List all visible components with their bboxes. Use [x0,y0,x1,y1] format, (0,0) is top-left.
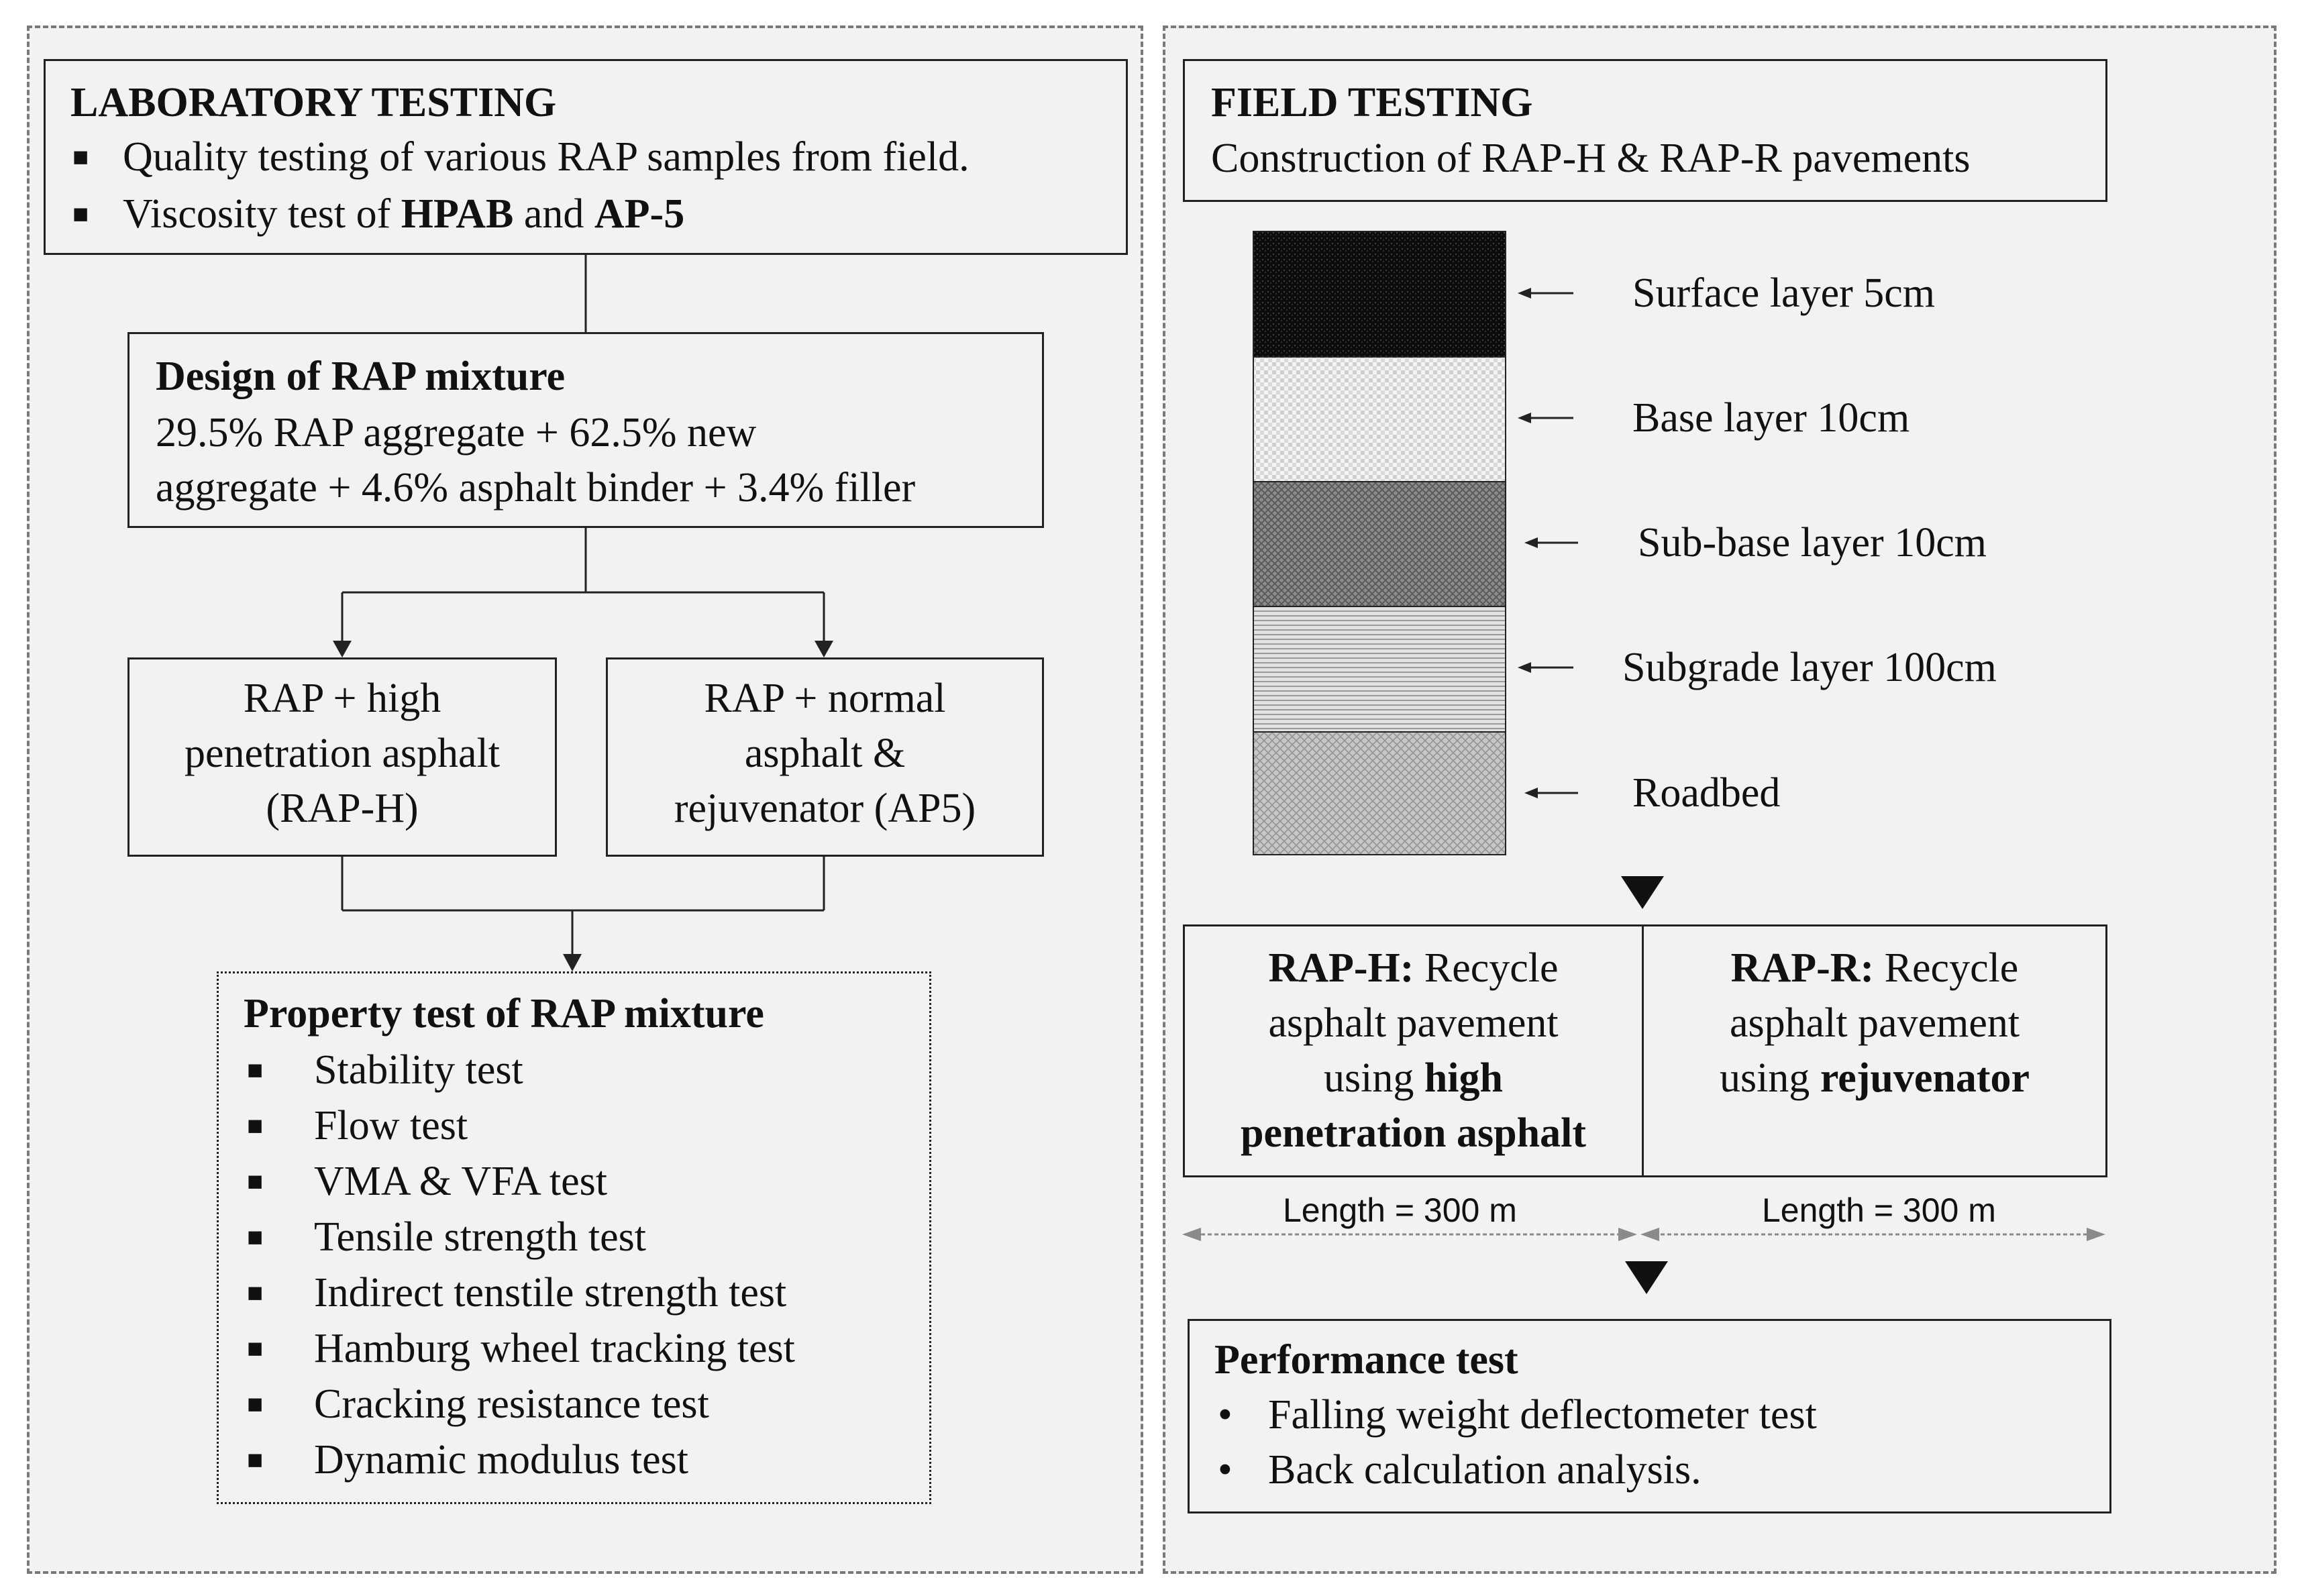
down-triangle-2 [1625,1261,1668,1294]
rap-r-label: RAP-R: [1730,945,1875,991]
rap-h-line-1-rest: Recycle [1414,945,1559,991]
option-rap-h-line-1: RAP + high [243,676,441,721]
sub-base-layer-block [1253,482,1506,606]
option-ap5-text [606,671,1044,836]
field-subtitle: Construction of RAP-H & RAP-R pavements [1211,136,1971,181]
property-bullet: ■ [247,1222,264,1252]
option-ap5-line-1: RAP + normal [704,676,946,721]
property-test-item: Hamburg wheel tracking test [314,1326,795,1371]
rap-h-line-3-bold: high [1424,1055,1504,1101]
lab-bullet-2: ■ [72,199,89,229]
roadbed-block [1253,732,1506,855]
rap-h-line-3 [1183,1051,1644,1106]
property-bullet: ■ [247,1110,264,1140]
property-test-item: VMA & VFA test [314,1159,607,1204]
performance-bullet-2: • [1218,1447,1233,1493]
layer-label-base: Base layer 10cm [1632,395,1910,441]
design-line-2: aggregate + 4.6% asphalt binder + 3.4% filler [156,465,916,511]
rap-r-line-3-pre: using [1719,1055,1820,1101]
length-label-left: Length = 300 m [1283,1191,1517,1229]
rap-h-text [1183,941,1644,1161]
rap-r-line-3 [1642,1051,2107,1106]
layer-label-sub-base: Sub-base layer 10cm [1638,520,1987,566]
rap-h-line-4 [1183,1106,1644,1161]
performance-item-1: Falling weight deflectometer test [1268,1392,1817,1438]
lab-bullet-1: ■ [72,142,89,172]
property-bullet: ■ [247,1166,264,1196]
design-line-1: 29.5% RAP aggregate + 62.5% new [156,410,757,456]
property-test-item: Stability test [314,1047,523,1093]
property-title: Property test of RAP mixture [244,991,764,1036]
pavement-layers [1253,231,1506,855]
field-title: FIELD TESTING [1211,80,1533,125]
layer-label-surface: Surface layer 5cm [1632,270,1935,316]
lab-item-2-ap5: AP-5 [594,191,685,237]
rap-r-line-3-bold: rejuvenator [1820,1055,2030,1101]
rap-r-line-1-rest: Recycle [1874,945,2019,991]
performance-bullet-1: • [1218,1392,1233,1438]
property-bullet: ■ [247,1277,264,1308]
rap-r-line-1 [1642,941,2107,996]
surface-layer-block [1253,231,1506,357]
rap-h-label: RAP-H: [1268,945,1414,991]
property-bullet: ■ [247,1333,264,1363]
performance-item-2: Back calculation analysis. [1268,1447,1702,1493]
length-label-right: Length = 300 m [1762,1191,1996,1229]
property-test-item: Flow test [314,1103,468,1149]
rap-h-line-2: asphalt pavement [1268,1000,1559,1046]
option-rap-h-line-3: (RAP-H) [266,786,419,831]
base-layer-block [1253,357,1506,482]
rap-h-line-1 [1183,941,1644,996]
property-bullet: ■ [247,1055,264,1085]
lab-item-2-mid: and [513,191,594,237]
lab-title: LABORATORY TESTING [70,80,557,125]
rap-r-line-2: asphalt pavement [1729,1000,2020,1046]
performance-title: Performance test [1214,1337,1518,1383]
rap-h-line-3-pre: using [1323,1055,1424,1101]
design-title: Design of RAP mixture [156,354,566,399]
option-rap-h-line-2: penetration asphalt [185,731,500,776]
property-bullet: ■ [247,1444,264,1475]
lab-item-1-text: Quality testing of various RAP samples from field. [123,134,970,180]
layer-label-roadbed: Roadbed [1632,770,1781,816]
lab-item-2-pre: Viscosity test of [123,191,401,237]
layer-arrows [1518,288,1578,798]
lab-item-2 [123,187,684,242]
rap-h-line-4-bold: penetration asphalt [1241,1110,1586,1156]
subgrade-layer-block [1253,606,1506,732]
option-rap-h-text [127,671,557,836]
rap-r-text [1642,941,2107,1106]
layer-label-subgrade: Subgrade layer 100cm [1622,645,1997,690]
option-ap5-line-3: rejuvenator (AP5) [674,786,976,831]
property-test-item: Indirect tenstile strength test [314,1270,787,1316]
lab-item-1 [123,129,970,184]
property-test-item: Dynamic modulus test [314,1437,688,1483]
property-test-item: Cracking resistance test [314,1381,709,1427]
lab-item-2-hpab: HPAB [401,191,514,237]
down-triangle-1 [1621,876,1664,909]
property-test-item: Tensile strength test [314,1214,647,1260]
property-bullet: ■ [247,1389,264,1419]
option-ap5-line-2: asphalt & [744,731,906,776]
